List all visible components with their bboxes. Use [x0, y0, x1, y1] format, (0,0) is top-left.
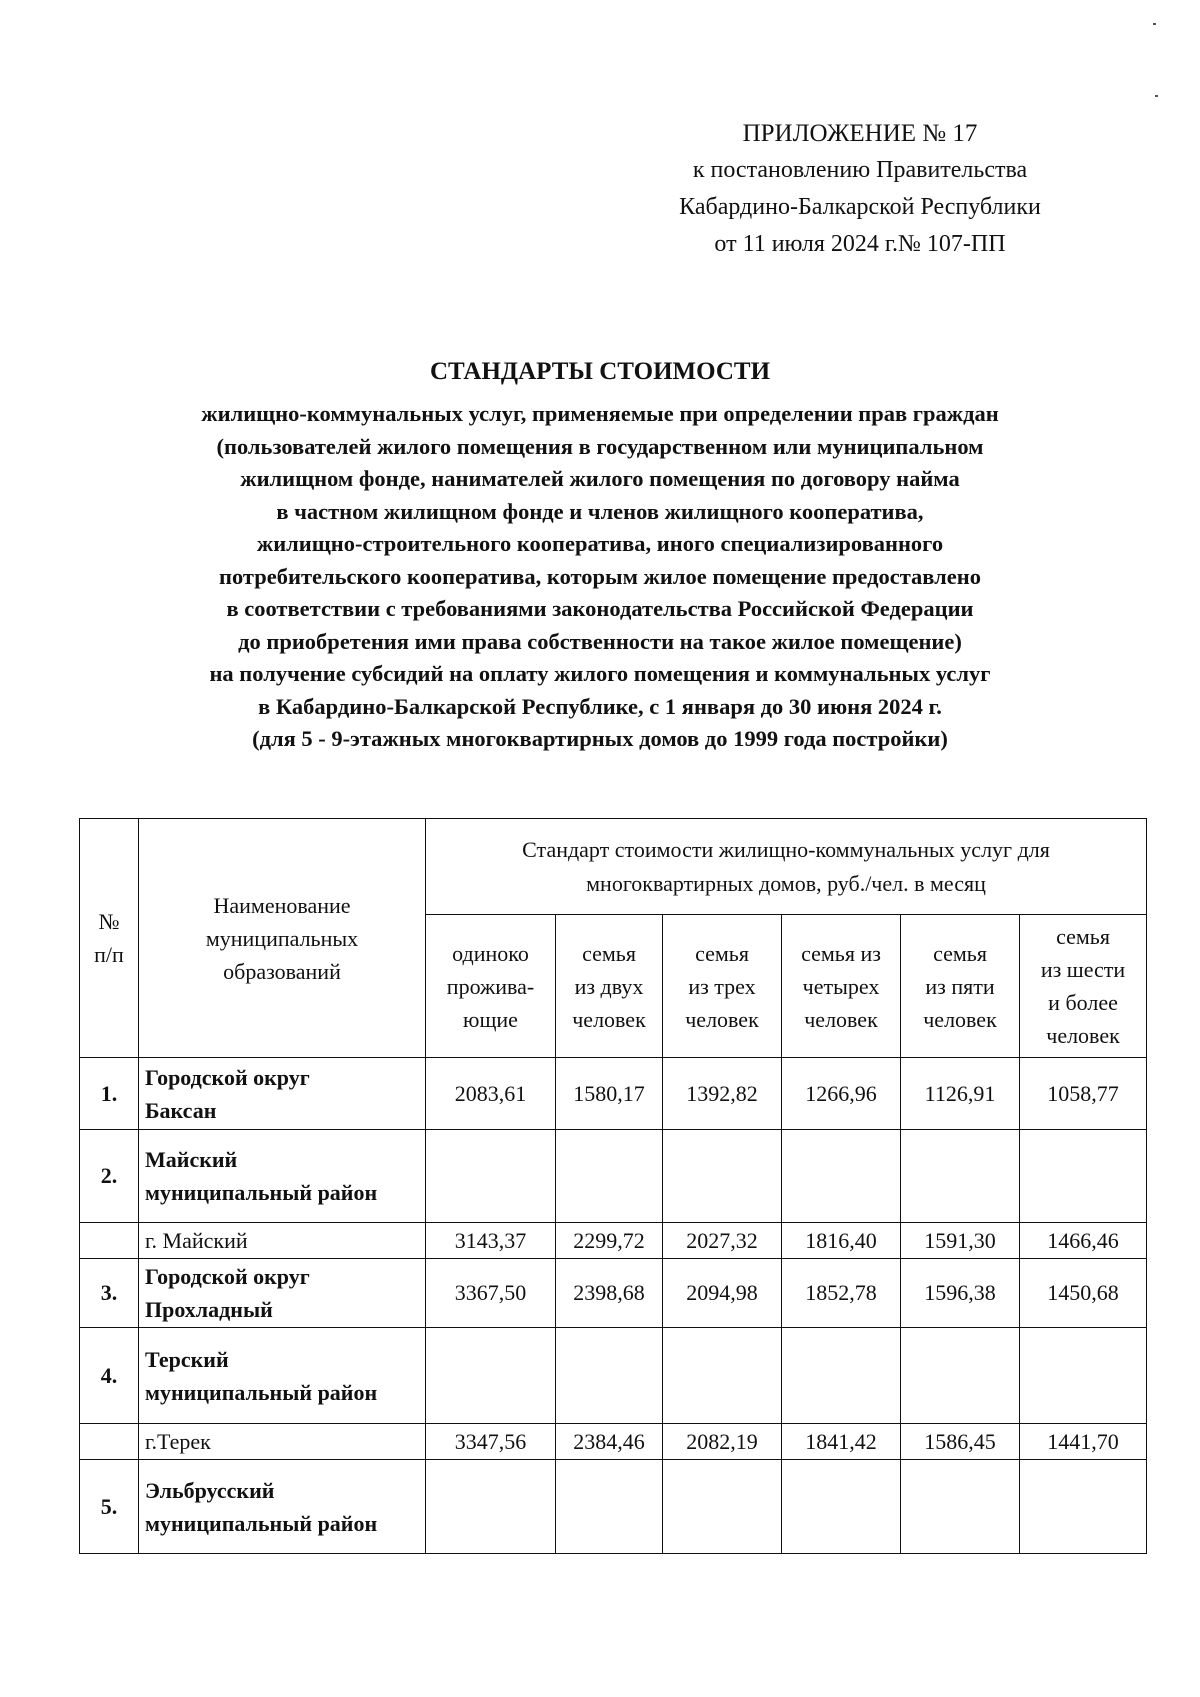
municipality-name	[139, 1460, 426, 1554]
header-text: семья	[582, 940, 636, 966]
cost-value: 1450,68	[1020, 1259, 1147, 1328]
subtitle-line: в Кабардино-Балкарской Республике, с 1 января до 30 июня 2024 г.	[258, 693, 942, 719]
document-title: СТАНДАРТЫ СТОИМОСТИ	[429, 358, 771, 385]
municipality-name-line: Прохладный	[145, 1297, 273, 1322]
cost-value: 1586,45	[901, 1424, 1020, 1460]
scan-speck	[1153, 23, 1156, 25]
cost-value	[1020, 1460, 1147, 1554]
cost-value	[901, 1460, 1020, 1554]
cost-value: 2384,46	[556, 1424, 663, 1460]
cost-value	[1020, 1130, 1147, 1223]
header-text: Наименование	[213, 892, 351, 918]
cost-value	[782, 1130, 901, 1223]
header-text: многоквартирных домов, руб./чел. в месяц	[586, 870, 986, 896]
municipality-name-line: Городской округ	[145, 1264, 310, 1289]
subtitle-line: жилищно-коммунальных услуг, применяемые при определении прав граждан	[201, 401, 999, 426]
cost-value: 2027,32	[663, 1223, 782, 1259]
cost-value: 1441,70	[1020, 1424, 1147, 1460]
annex-title: ПРИЛОЖЕНИЕ № 17	[742, 120, 978, 147]
municipality-name	[139, 1259, 426, 1328]
municipality-name-line: г. Майский	[145, 1227, 248, 1253]
cost-value	[901, 1328, 1020, 1424]
col-header-household-1	[426, 915, 556, 1058]
table-row	[80, 1223, 1147, 1259]
table-row	[80, 1259, 1147, 1328]
subtitle-line: на получение субсидий на оплату жилого помещения и коммунальных услуг	[209, 661, 991, 686]
table-row	[80, 1460, 1147, 1554]
table-row	[80, 1328, 1147, 1424]
cost-value: 1126,91	[901, 1058, 1020, 1130]
cost-value	[556, 1460, 663, 1554]
cost-value: 2398,68	[556, 1259, 663, 1328]
header-text: человек	[685, 1006, 759, 1032]
row-number: 2.	[80, 1130, 139, 1223]
cost-value: 3347,56	[426, 1424, 556, 1460]
header-text: человек	[804, 1006, 878, 1032]
header-text: семья из	[801, 940, 881, 966]
cost-value	[426, 1130, 556, 1223]
document-heading	[80, 352, 1120, 756]
cost-value: 1058,77	[1020, 1058, 1147, 1130]
municipality-name-line: Эльбрусский	[145, 1477, 275, 1503]
header-text: семья	[1056, 924, 1110, 949]
subtitle-line: потребительского кооператива, которым жилое помещение предоставлено	[218, 563, 981, 589]
cost-value: 1466,46	[1020, 1223, 1147, 1259]
municipality-name-line: муниципальный район	[145, 1510, 378, 1536]
row-number: 4.	[80, 1328, 139, 1424]
annex-block	[600, 115, 1120, 263]
subtitle-line: в соответствии с требованиями законодательства Российской Федерации	[226, 596, 974, 621]
cost-value: 2083,61	[426, 1058, 556, 1130]
col-header-household-3	[663, 915, 782, 1058]
header-text: ющие	[463, 1006, 518, 1032]
header-text: прожива-	[446, 973, 535, 999]
subtitle-line: жилищно-строительного кооператива, иного специализированного	[256, 531, 944, 556]
municipality-name	[139, 1424, 426, 1460]
header-text: из шести	[1040, 957, 1126, 982]
row-number: 3.	[80, 1259, 139, 1328]
municipality-name-line: г.Терек	[145, 1428, 211, 1454]
cost-value	[1020, 1328, 1147, 1424]
subtitle-line: (для 5 - 9-этажных многоквартирных домов до 1999 года постройки)	[252, 726, 948, 751]
annex-line: от 11 июля 2024 г.№ 107-ПП	[714, 231, 1006, 257]
header-text: из трех	[688, 973, 756, 999]
header-text: образований	[223, 958, 341, 984]
cost-value	[426, 1460, 556, 1554]
header-text: Стандарт стоимости жилищно-коммунальных услуг для	[522, 836, 1050, 862]
cost-value	[663, 1328, 782, 1424]
header-text: человек	[1046, 1023, 1120, 1048]
header-text: семья	[933, 940, 987, 966]
scan-speck	[1155, 95, 1158, 97]
cost-value	[782, 1460, 901, 1554]
cost-value: 1591,30	[901, 1223, 1020, 1259]
municipality-name-line: Терский	[145, 1346, 229, 1372]
cost-value: 1841,42	[782, 1424, 901, 1460]
cost-value	[426, 1328, 556, 1424]
header-text: п/п	[94, 942, 124, 967]
cost-value: 3367,50	[426, 1259, 556, 1328]
subtitle-line: в частном жилищном фонде и членов жилищного кооператива,	[276, 498, 924, 524]
cost-value	[901, 1130, 1020, 1223]
cost-value: 1852,78	[782, 1259, 901, 1328]
table-row	[80, 1130, 1147, 1223]
cost-value: 2082,19	[663, 1424, 782, 1460]
municipality-name	[139, 1223, 426, 1259]
header-text: человек	[923, 1006, 997, 1032]
col-header-num	[80, 819, 139, 1058]
header-text: одиноко	[452, 940, 529, 966]
row-number	[80, 1424, 139, 1460]
header-text: и более	[1048, 990, 1118, 1015]
municipality-name	[139, 1328, 426, 1424]
subtitle-line: жилищном фонде, нанимателей жилого помещения по договору найма	[240, 466, 960, 491]
row-number	[80, 1223, 139, 1259]
row-number: 1.	[80, 1058, 139, 1130]
standards-table	[79, 818, 1147, 1554]
col-header-household-5	[901, 915, 1020, 1058]
municipality-name-line: Городской округ	[145, 1064, 310, 1090]
subtitle-line: до приобретения ими права собственности на такое жилое помещение)	[238, 628, 962, 654]
col-header-household-2	[556, 915, 663, 1058]
header-text: муниципальных	[205, 925, 359, 951]
col-header-household-4	[782, 915, 901, 1058]
cost-value	[556, 1328, 663, 1424]
table-row	[80, 1058, 1147, 1130]
cost-value: 2299,72	[556, 1223, 663, 1259]
row-number: 5.	[80, 1460, 139, 1554]
cost-value: 1596,38	[901, 1259, 1020, 1328]
annex-line: к постановлению Правительства	[692, 157, 1028, 183]
cost-value: 2094,98	[663, 1259, 782, 1328]
group-header	[426, 819, 1147, 915]
col-header-household-6	[1020, 915, 1147, 1058]
municipality-name-line: Майский	[145, 1147, 238, 1172]
municipality-name	[139, 1058, 426, 1130]
header-text: №	[98, 909, 120, 934]
cost-value: 1580,17	[556, 1058, 663, 1130]
annex-line: Кабардино-Балкарской Республики	[679, 194, 1041, 220]
cost-value	[556, 1130, 663, 1223]
header-text: из двух	[574, 973, 644, 999]
cost-value	[782, 1328, 901, 1424]
header-text: человек	[572, 1006, 646, 1032]
header-text: семья	[695, 940, 749, 966]
cost-value	[663, 1460, 782, 1554]
cost-value: 1392,82	[663, 1058, 782, 1130]
col-header-name	[139, 819, 426, 1058]
cost-value	[663, 1130, 782, 1223]
municipality-name-line: Баксан	[145, 1097, 217, 1123]
municipality-name-line: муниципальный район	[145, 1180, 378, 1205]
cost-value: 1816,40	[782, 1223, 901, 1259]
header-text: четырех	[802, 973, 880, 999]
table-row	[80, 1424, 1147, 1460]
municipality-name	[139, 1130, 426, 1223]
cost-value: 1266,96	[782, 1058, 901, 1130]
cost-value: 3143,37	[426, 1223, 556, 1259]
header-text: из пяти	[925, 973, 995, 999]
municipality-name-line: муниципальный район	[145, 1379, 378, 1405]
subtitle-line: (пользователей жилого помещения в государственном или муниципальном	[216, 433, 984, 459]
